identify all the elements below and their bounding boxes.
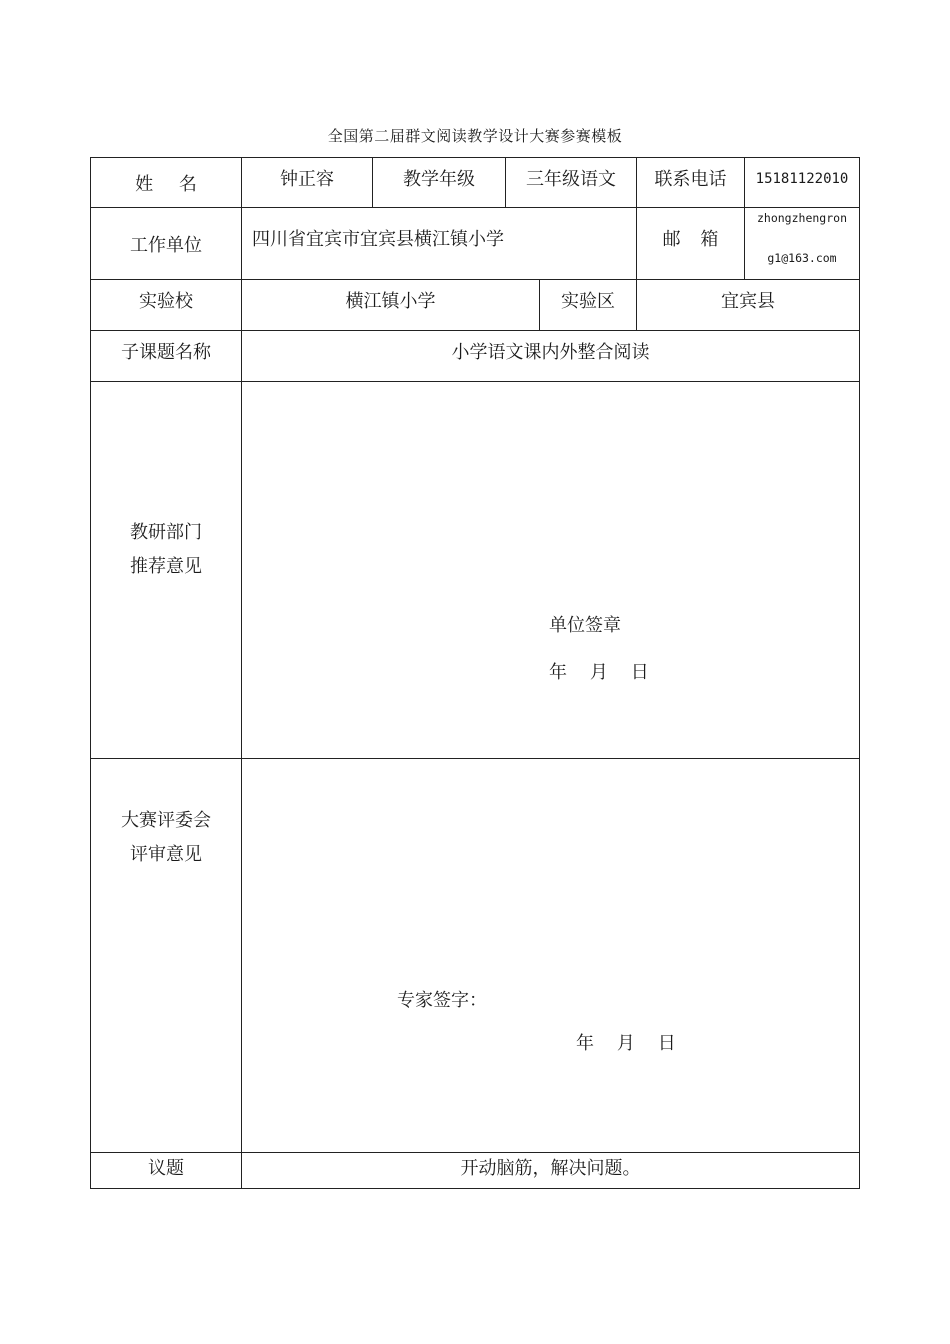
expert-signature-label: 专家签字：: [397, 990, 487, 1011]
email-value: [745, 201, 859, 275]
work-unit-value: 四川省宜宾市宜宾县横江镇小学: [252, 229, 504, 250]
entry-form-table: [90, 157, 860, 1189]
issue-value: 开动脑筋，解决问题。: [460, 1158, 641, 1179]
review-date-label: 年 月 日: [576, 1033, 676, 1054]
name-value: 钟正容: [280, 169, 334, 190]
grade-label: 教学年级: [403, 169, 475, 190]
email-label: 邮 箱: [662, 229, 719, 250]
email-line-2: g1@163.com: [767, 251, 837, 265]
jury-review-label-line-1: 大赛评委会: [121, 810, 211, 831]
grade-value: 三年级语文: [526, 169, 616, 190]
page-title: 全国第二届群文阅读教学设计大赛参赛模板: [327, 127, 623, 145]
email-line-1: zhongzhengron: [756, 211, 847, 225]
jury-review-label: [91, 759, 241, 917]
seal-date-label: 年 月 日: [549, 662, 649, 683]
test-school-label: 实验校: [139, 291, 193, 312]
phone-label: 联系电话: [654, 169, 727, 190]
test-school-value: 横江镇小学: [345, 291, 436, 312]
jury-review-label-line-2: 评审意见: [130, 844, 202, 865]
research-dept-label-line-1: 教研部门: [130, 522, 202, 543]
test-district-value: 宜宾县: [721, 291, 775, 312]
issue-label: 议题: [148, 1158, 184, 1179]
subtopic-value: 小学语文课内外整合阅读: [451, 342, 650, 363]
phone-value: 15181122010: [755, 171, 849, 187]
research-dept-label-line-2: 推荐意见: [130, 556, 202, 577]
subtopic-label: 子课题名称: [121, 342, 211, 363]
name-label: 姓 名: [135, 173, 197, 195]
unit-seal-label: 单位签章: [549, 615, 621, 636]
test-district-label: 实验区: [561, 291, 615, 312]
work-unit-label: 工作单位: [130, 234, 202, 256]
research-dept-label: [91, 382, 241, 718]
